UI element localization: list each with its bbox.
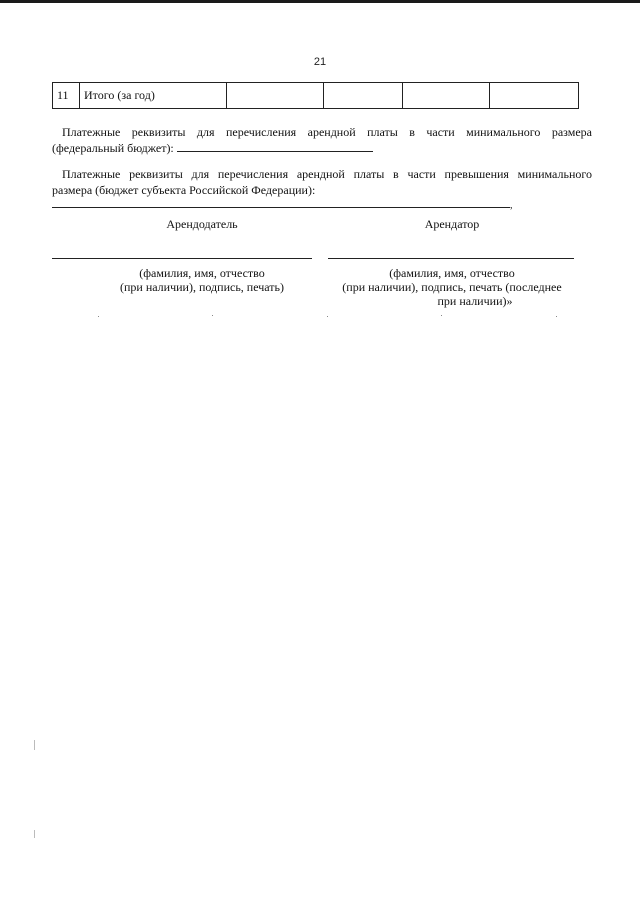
empty-cell	[227, 83, 324, 109]
scan-speck	[556, 316, 557, 317]
empty-cell	[490, 83, 579, 109]
tenant-signature-line	[328, 258, 574, 259]
regional-payment-line-1: Платежные реквизиты для перечисления арендной платы в части превышения минимального	[62, 167, 592, 181]
landlord-signature-caption	[52, 266, 352, 294]
federal-payment-label: (федеральный бюджет):	[52, 141, 174, 155]
landlord-caption-line-2: (при наличии), подпись, печать)	[119, 280, 284, 294]
scan-speck	[327, 316, 328, 317]
federal-payment-paragraph	[52, 124, 592, 156]
regional-payment-line-2: размера (бюджет субъекта Российской Федерации):	[52, 183, 316, 197]
scan-speck	[441, 315, 442, 316]
row-label-cell: Итого (за год)	[80, 83, 227, 109]
tenant-signature-caption	[330, 266, 574, 308]
federal-payment-line-1: Платежные реквизиты для перечисления арендной платы в части минимального размера	[62, 125, 592, 139]
scan-speck	[98, 316, 99, 317]
federal-details-blank	[177, 140, 373, 152]
scan-margin-mark	[34, 740, 35, 750]
table-row	[53, 83, 579, 109]
landlord-caption-line-1: (фамилия, имя, отчество	[139, 266, 265, 280]
page-number: 21	[313, 56, 327, 68]
regional-details-blank	[52, 207, 510, 208]
scan-speck	[212, 315, 213, 316]
tenant-caption-line-1: (фамилия, имя, отчество	[389, 266, 515, 280]
tenant-title: Арендатор	[424, 217, 480, 231]
scan-specks	[0, 312, 640, 320]
scan-top-edge	[0, 0, 640, 3]
landlord-signature-line	[52, 258, 312, 259]
tenant-caption-line-3: при наличии)»	[437, 294, 513, 308]
empty-cell	[324, 83, 403, 109]
empty-cell	[403, 83, 490, 109]
regional-payment-paragraph	[52, 166, 592, 198]
totals-table	[52, 82, 579, 109]
tenant-caption-line-2: (при наличии), подпись, печать (последнее	[342, 280, 562, 294]
scan-margin-mark	[34, 830, 35, 838]
row-index-cell: 11	[53, 83, 80, 109]
blank-end-mark: ,	[510, 200, 513, 211]
federal-payment-line-2	[52, 140, 592, 156]
landlord-title: Арендодатель	[166, 217, 238, 231]
